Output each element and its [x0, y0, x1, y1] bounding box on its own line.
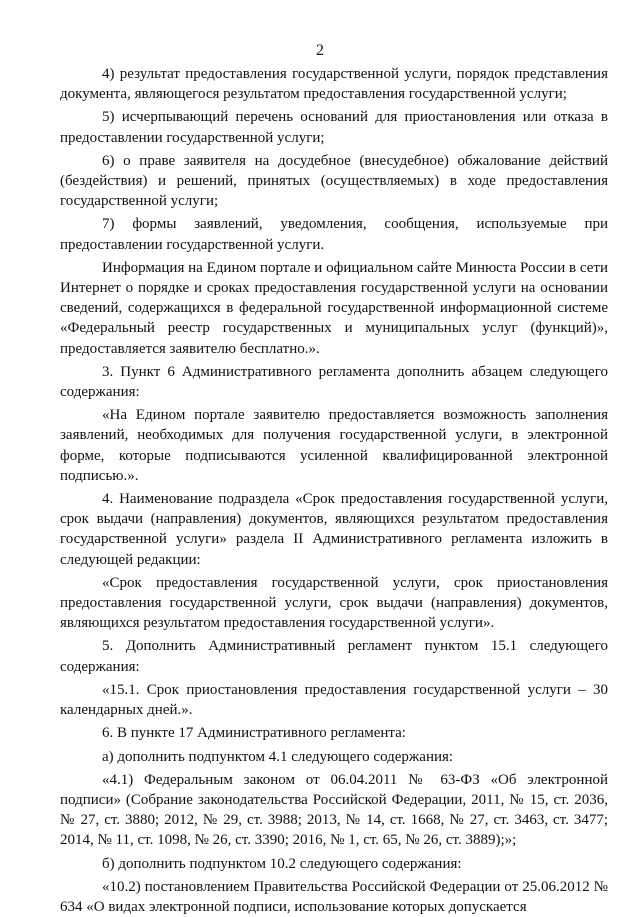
paragraph-clause-5: 5. Дополнить Административный регламент пунктом 15.1 следующего содержания:	[60, 638, 608, 675]
paragraph-item-5: 5) исчерпывающий перечень оснований для приостановления или отказа в предоставлении государственной услуги;	[60, 109, 608, 146]
paragraph-clause-6b: б) дополнить подпунктом 10.2 следующего содержания:	[102, 855, 462, 872]
paragraph-information: Информация на Едином портале и официальном сайте Минюста России в сети Интернет о порядке и сроках предоставления государственной услуги на основании сведений, содержащихся в федеральной государственной информационной системе «Федеральный реестр государственных и муниципальных услуг (функций)», предоставляется заявителю бесплатно.».	[60, 259, 608, 357]
page-number: 2	[316, 42, 324, 59]
paragraph-clause-3: 3. Пункт 6 Административного регламента дополнить абзацем следующего содержания:	[60, 363, 608, 401]
paragraph-clause-4-quote: «Срок предоставления государственной услуги, срок приостановления предоставления государственной услуги, срок выдачи (направления) документов, являющихся результатом предоставления государственной услуги».	[60, 574, 608, 632]
paragraph-clause-6a: а) дополнить подпунктом 4.1 следующего содержания:	[102, 748, 454, 765]
paragraph-clause-6a-quote: «4.1) Федеральным законом от 06.04.2011 № 63-ФЗ «Об электронной подписи» (Собрание законодательства Российской Федерации, 2011, № 15, ст. 2036, № 27, ст. 3880; 2012, № 29, ст. 3988; 2013, № 14, ст. 1668, № 27, ст. 3463, ст. 3477; 2014, № 11, ст. 1098, № 26, ст. 3390; 2016, № 1, ст. 65, № 26, ст. 3889);»;	[60, 771, 608, 849]
paragraph-item-4: 4) результат предоставления государственной услуги, порядок представления документа, являющегося результатом предоставления государственной услуги;	[60, 66, 608, 103]
document-body	[60, 64, 608, 917]
paragraph-item-6: 6) о праве заявителя на досудебное (внесудебное) обжалование действий (бездействия) и решений, принятых (осуществляемых) в ходе предоставления государственной услуги;	[60, 152, 608, 210]
paragraph-clause-4: 4. Наименование подраздела «Срок предоставления государственной услуги, срок выдачи (направления) документов, являющихся результатом предоставления государственной услуги» раздела II Административного регламента изложить в следующей редакции:	[60, 491, 608, 568]
paragraph-clause-5-quote: «15.1. Срок приостановления предоставления государственной услуги – 30 календарных дней.».	[60, 681, 608, 719]
paragraph-item-7: 7) формы заявлений, уведомления, сообщения, используемые при предоставлении государственной услуги.	[60, 216, 608, 253]
paragraph-clause-6: 6. В пункте 17 Административного регламента:	[102, 725, 406, 742]
paragraph-clause-6b-quote: «10.2) постановлением Правительства Российской Федерации от 25.06.2012 № 634 «О видах электронной подписи, использование которых допускается	[60, 878, 608, 915]
paragraph-clause-3-quote: «На Едином портале заявителю предоставляется возможность заполнения заявлений, необходимых для получения государственной услуги, в электронной форме, которые подписываются усиленной квалифицированной электронной подписью.».	[60, 407, 608, 484]
